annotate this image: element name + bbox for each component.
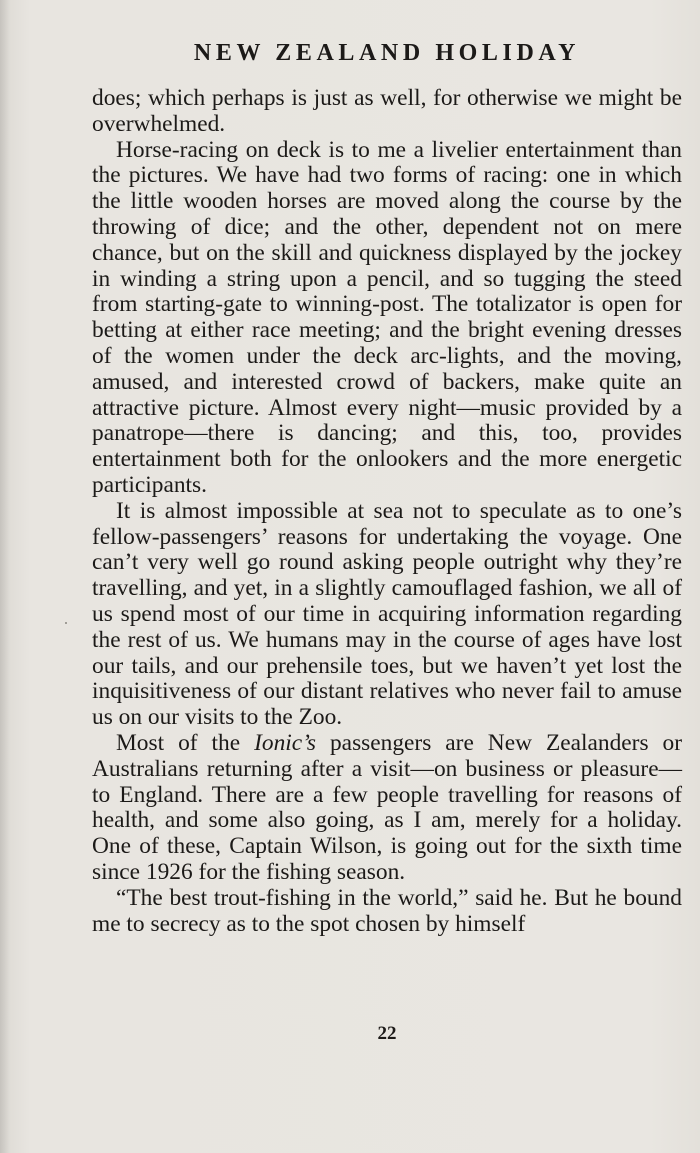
paragraph-continuation: does; which perhaps is just as well, for otherwise we might be overwhelmed. — [92, 85, 682, 137]
body-text — [92, 86, 682, 937]
paragraph-text-before: Most of the — [116, 729, 255, 756]
paragraph-fellow-passengers: It is almost impossible at sea not to speculate as to one’s fellow-passengers’ reasons for undertaking the voyage. One can’t very well go round asking people outright why they’re travelling, and yet, in a slightly camouflaged fashion, we all of us spend most of our time in acquiring information regarding the rest of us. We humans may in the course of ages have lost our tails, and our prehensile toes, but we haven’t yet lost the inquisitiveness of our distant relatives who never fail to amuse us on our visits to the Zoo. — [92, 497, 682, 731]
paragraph-horse-racing: Horse-racing on deck is to me a livelier entertainment than the pictures. We have had two forms of racing: one in which the little wooden horses are moved along the course by the throwing of dice; and the other, dependent not on mere chance, but on the skill and quickness displayed by the jockey in winding a string upon a pencil, and so tugging the steed from starting-gate to winning-post. The totalizator is open for betting at either race meeting; and the bright evening dresses of the women under the deck arc-lights, and the moving, amused, and interested crowd of backers, make quite an attractive picture. Almost every night—music provided by a panatrope—there is dancing; and this, too, provides entertainment both for the onlookers and the more energetic participants. — [92, 136, 682, 498]
paragraph-ionic-passengers — [92, 731, 682, 886]
paper-speck — [65, 622, 67, 624]
paragraph-trout-fishing: “The best trout-fishing in the world,” said he. But he bound me to secrecy as to the spot chosen by himself — [92, 884, 682, 937]
page-edge-shadow — [0, 0, 10, 1153]
running-head: NEW ZEALAND HOLIDAY — [193, 40, 581, 66]
paragraph-text-after: passengers are New Zealanders or Australians returning after a visit—on business or pleasure—to England. There are a few people travelling for reasons of health, and some also going, as I am, merely for a holiday. One of these, Captain Wilson, is going out for the sixth time since 1926 for the fishing season. — [92, 729, 682, 885]
page-number: 22 — [377, 1023, 397, 1044]
ship-name: Ionic’s — [254, 729, 317, 756]
